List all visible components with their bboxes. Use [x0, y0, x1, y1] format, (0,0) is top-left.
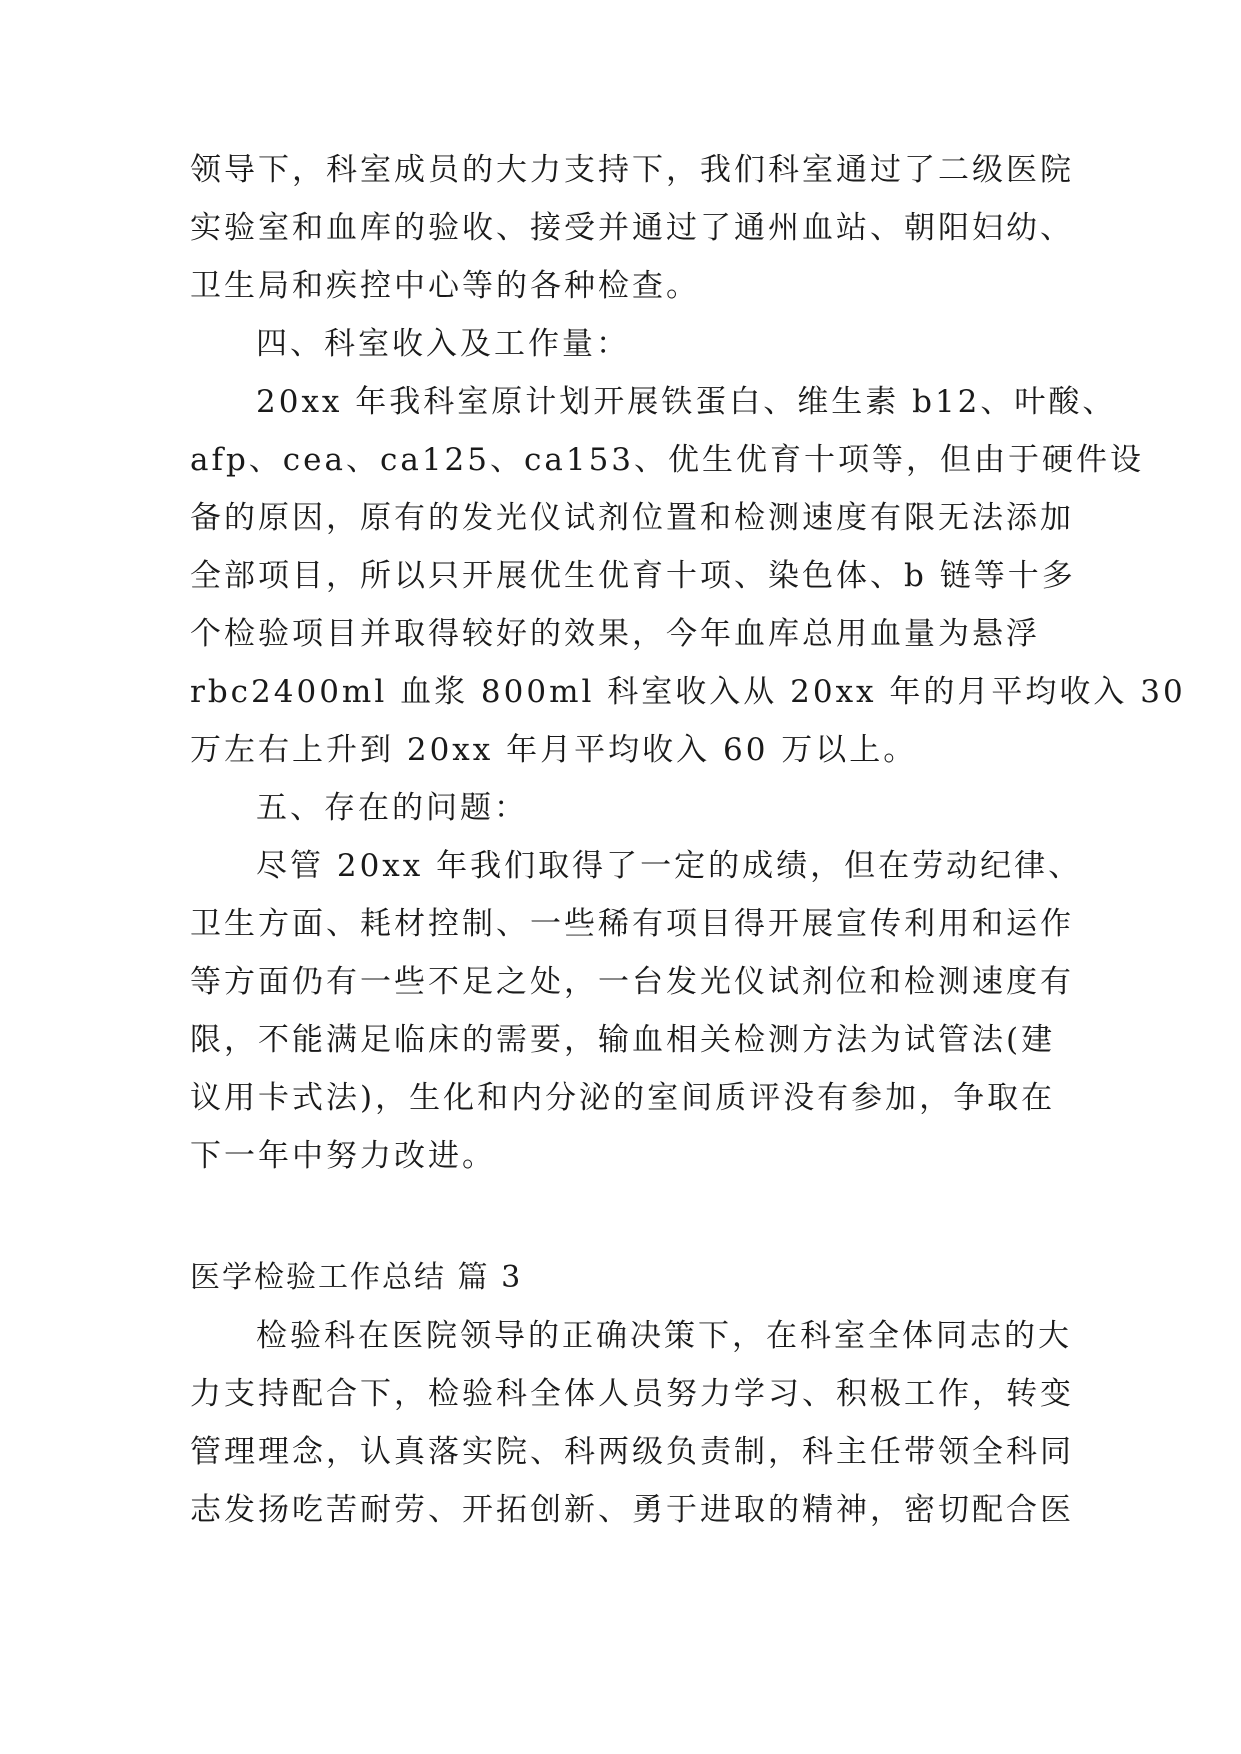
paragraph-line: 力支持配合下，检验科全体人员努力学习、积极工作，转变 [190, 1376, 1074, 1412]
section-heading-four: 四、科室收入及工作量： [256, 326, 630, 362]
paragraph-line: 检验科在医院领导的正确决策下，在科室全体同志的大 [256, 1318, 1072, 1354]
paragraph-line: 万左右上升到 20xx 年月平均收入 60 万以上。 [190, 732, 918, 768]
section-title: 医学检验工作总结 篇 3 [190, 1260, 523, 1295]
paragraph-line: 尽管 20xx 年我们取得了一定的成绩，但在劳动纪律、 [256, 848, 1083, 884]
section-heading-five: 五、存在的问题： [256, 790, 528, 826]
paragraph-line: 管理理念，认真落实院、科两级负责制，科主任带领全科同 [190, 1434, 1074, 1470]
paragraph-line: 议用卡式法)，生化和内分泌的室间质评没有参加，争取在 [190, 1080, 1056, 1116]
paragraph-line: 等方面仍有一些不足之处，一台发光仪试剂位和检测速度有 [190, 964, 1074, 1000]
paragraph-line: 下一年中努力改进。 [190, 1138, 496, 1174]
paragraph-line: 个检验项目并取得较好的效果，今年血库总用血量为悬浮 [190, 616, 1040, 652]
paragraph-line: 20xx 年我科室原计划开展铁蛋白、维生素 b12、叶酸、 [256, 384, 1117, 420]
paragraph-line: rbc2400ml 血浆 800ml 科室收入从 20xx 年的月平均收入 30 [190, 674, 1186, 710]
paragraph-line: 卫生方面、耗材控制、一些稀有项目得开展宣传利用和运作 [190, 906, 1074, 942]
paragraph-line: afp、cea、ca125、ca153、优生优育十项等，但由于硬件设 [190, 442, 1145, 478]
paragraph-line: 实验室和血库的验收、接受并通过了通州血站、朝阳妇幼、 [190, 210, 1074, 246]
paragraph-line: 卫生局和疾控中心等的各种检查。 [190, 268, 700, 304]
paragraph-line: 志发扬吃苦耐劳、开拓创新、勇于进取的精神，密切配合医 [190, 1492, 1074, 1528]
paragraph-line: 备的原因，原有的发光仪试剂位置和检测速度有限无法添加 [190, 500, 1074, 536]
paragraph-line: 限，不能满足临床的需要，输血相关检测方法为试管法(建 [190, 1022, 1056, 1058]
paragraph-line: 全部项目，所以只开展优生优育十项、染色体、b 链等十多 [190, 558, 1076, 594]
paragraph-line: 领导下，科室成员的大力支持下，我们科室通过了二级医院 [190, 152, 1074, 188]
